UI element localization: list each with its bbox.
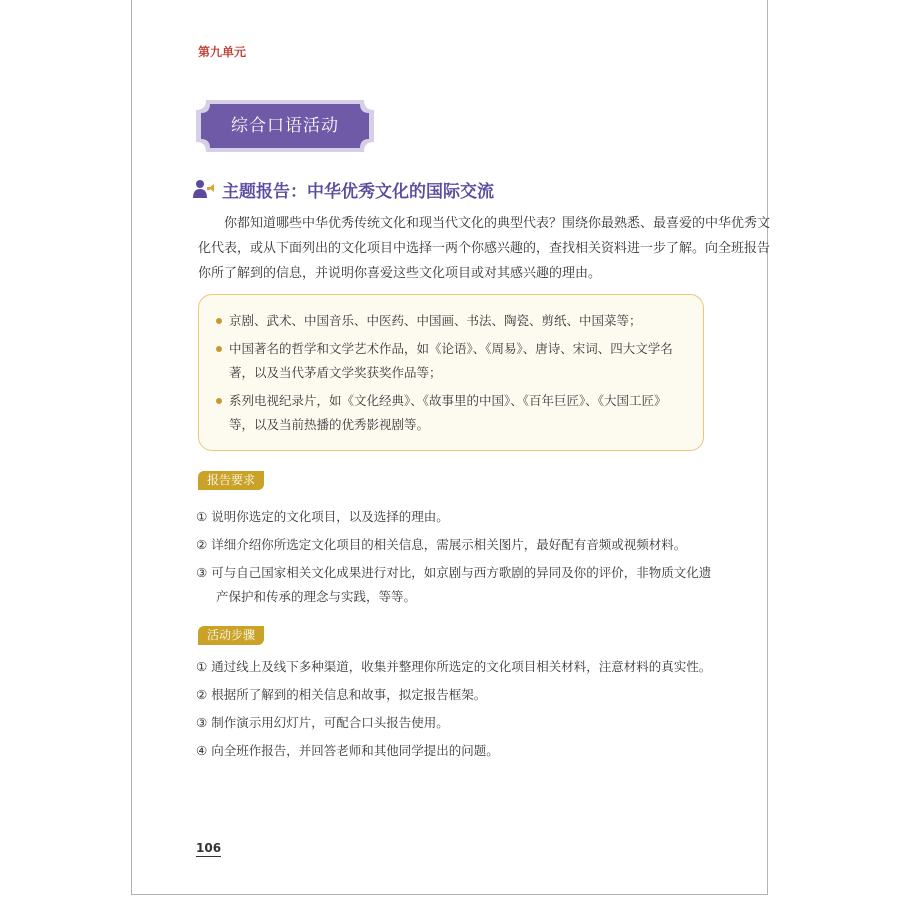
topic-title: 主题报告：中华优秀文化的国际交流 [222, 181, 494, 202]
list-item [196, 711, 716, 735]
bullet-dot-icon [216, 398, 222, 404]
list-item [213, 389, 689, 437]
item-number: ② [196, 687, 208, 702]
list-item [213, 337, 689, 385]
unit-label: 第九单元 [198, 45, 247, 59]
activity-banner [196, 100, 374, 152]
item-number: ③ [196, 565, 208, 580]
item-text: 向全班作报告，并回答老师和其他同学提出的问题。 [211, 743, 499, 758]
list-item [196, 655, 716, 679]
item-number: ③ [196, 715, 208, 730]
page-number: 106 [196, 841, 222, 855]
steps-label: 活动步骤 [198, 626, 264, 645]
culture-item-text: 系列电视纪录片，如《文化经典》、《故事里的中国》、《百年巨匠》、《大国工匠》等，以及当前热播的优秀影视剧等。 [229, 393, 667, 432]
item-number: ④ [196, 743, 208, 758]
intro-paragraph [198, 211, 770, 286]
item-number: ① [196, 659, 208, 674]
list-item [196, 561, 716, 609]
bullet-dot-icon [216, 346, 222, 352]
culture-item-text: 京剧、武术、中国音乐、中医药、中国画、书法、陶瓷、剪纸、中国菜等； [229, 313, 642, 328]
list-item [196, 505, 716, 529]
culture-items-box [198, 294, 704, 451]
activity-title: 综合口语活动 [231, 116, 339, 136]
item-number: ② [196, 537, 208, 552]
requirements-list [196, 505, 716, 613]
item-text: 说明你选定的文化项目，以及选择的理由。 [211, 509, 449, 524]
culture-item-text: 中国著名的哲学和文学艺术作品，如《论语》、《周易》、唐诗、宋词、四大文学名著，以及当代茅盾文学奖获奖作品等； [229, 341, 673, 380]
list-item [196, 683, 716, 707]
item-text: 制作演示用幻灯片，可配合口头报告使用。 [211, 715, 449, 730]
speaker-person-icon [192, 177, 216, 201]
item-text: 可与自己国家相关文化成果进行对比，如京剧与西方歌剧的异同及你的评价，非物质文化遗产保护和传承的理念与实践，等等。 [211, 565, 712, 604]
item-number: ① [196, 509, 208, 524]
steps-list [196, 655, 716, 767]
item-text: 详细介绍你所选定文化项目的相关信息，需展示相关图片，最好配有音频或视频材料。 [211, 537, 687, 552]
item-text: 通过线上及线下多种渠道，收集并整理你所选定的文化项目相关材料，注意材料的真实性。 [211, 659, 712, 674]
intro-text: 你都知道哪些中华优秀传统文化和现当代文化的典型代表？围绕你最熟悉、最喜爱的中华优秀文化代表，或从下面列出的文化项目中选择一两个你感兴趣的，查找相关资料进一步了解。向全班报告你所了解到的信息，并说明你喜爱这些文化项目或对其感兴趣的理由。 [198, 216, 771, 281]
bullet-dot-icon [216, 318, 222, 324]
list-item [196, 739, 716, 763]
requirements-label: 报告要求 [198, 471, 264, 490]
item-text: 根据所了解到的相关信息和故事，拟定报告框架。 [211, 687, 487, 702]
textbook-page [131, 0, 771, 895]
list-item [196, 533, 716, 557]
list-item [213, 309, 689, 333]
topic-heading [192, 177, 494, 201]
